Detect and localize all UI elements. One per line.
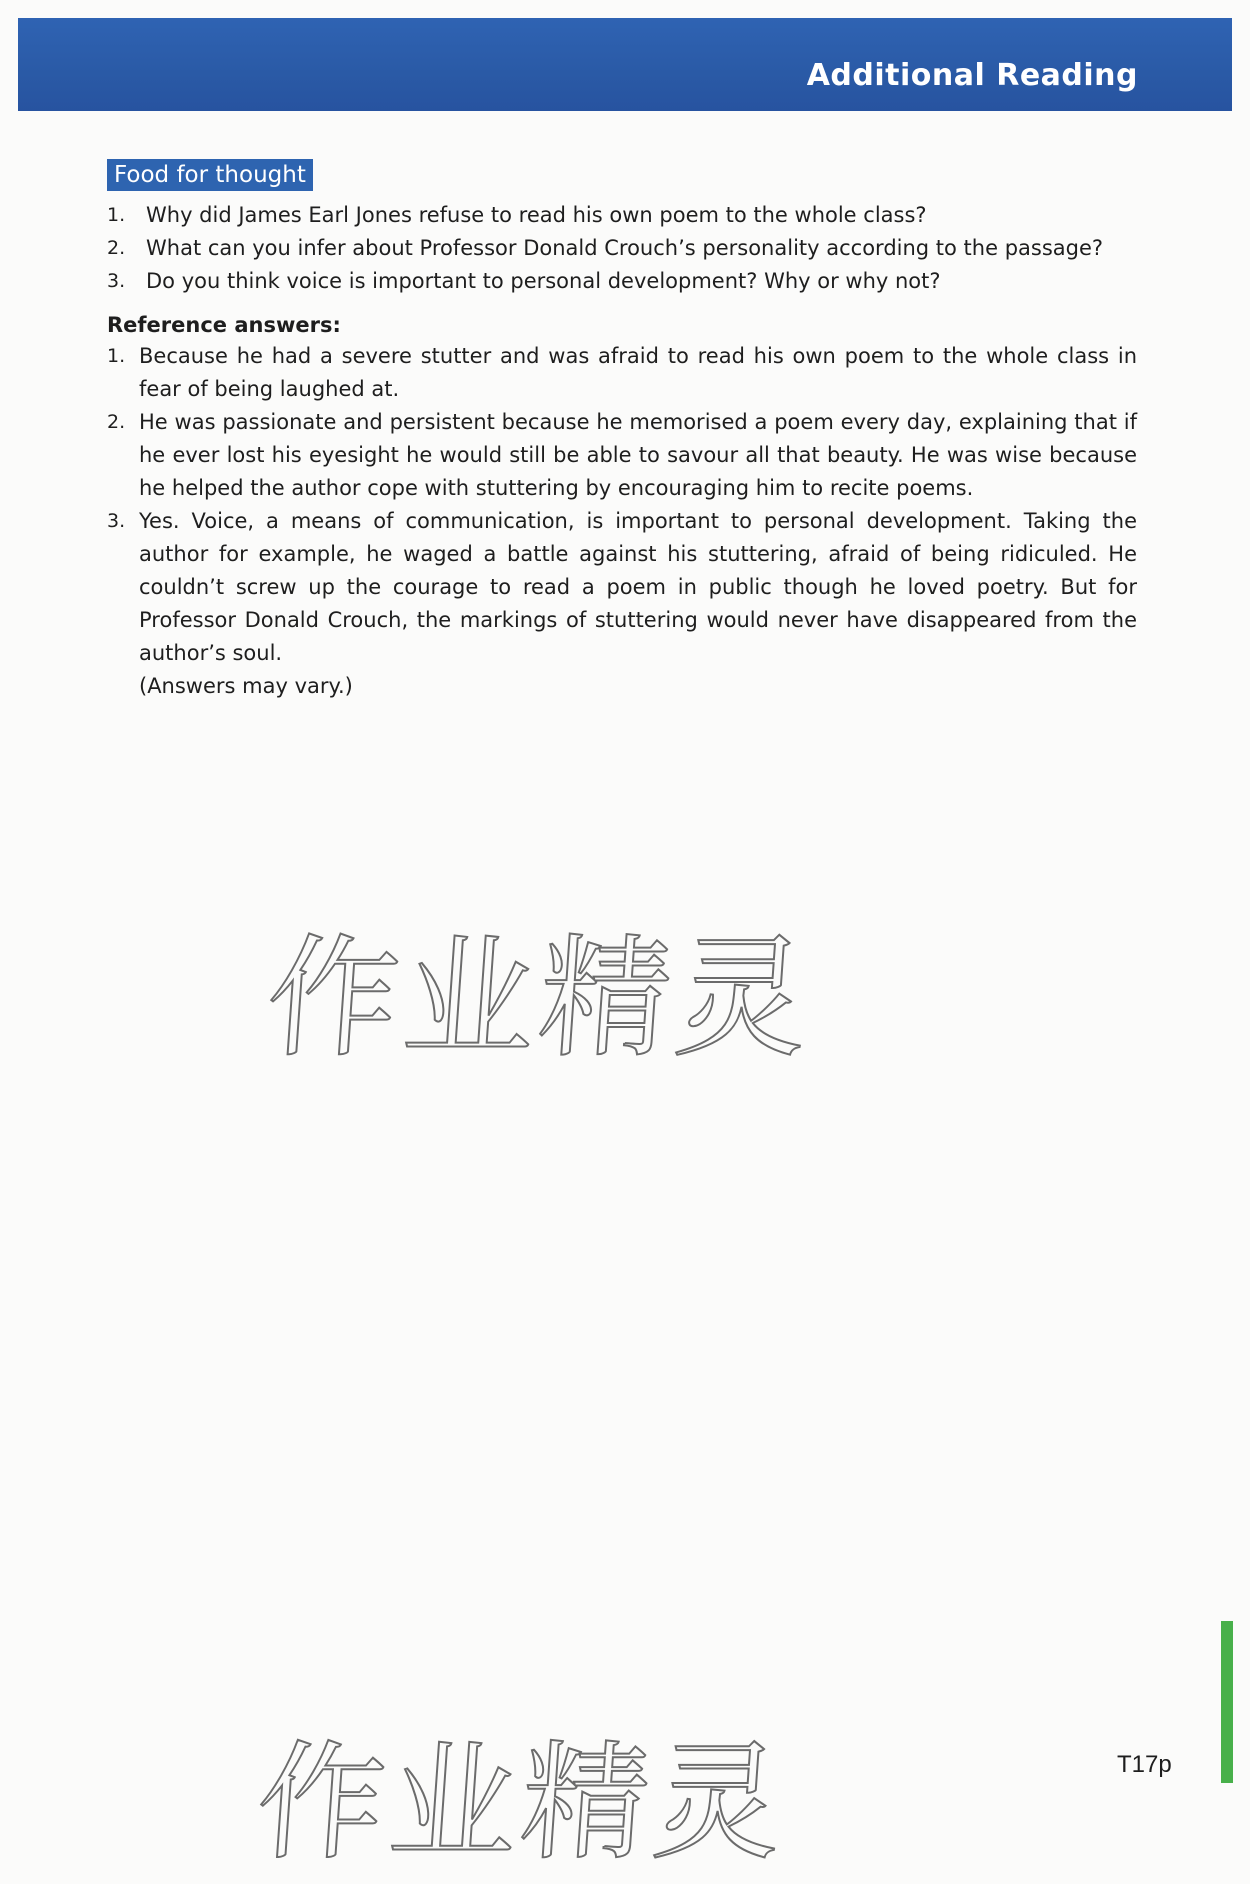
section-tag-food-for-thought: Food for thought (107, 159, 313, 191)
question-text: What can you infer about Professor Donald Crouch’s personality according to the passage? (146, 236, 1104, 260)
watermark-logo: 作业精灵 (251, 1729, 791, 1878)
reference-answers-heading: Reference answers: (107, 313, 341, 337)
question-item (107, 265, 1147, 298)
page-number: T17p (1117, 1751, 1172, 1778)
question-number: 2. (107, 237, 126, 259)
answer-text: He was passionate and persistent because he memorised a poem every day, explaining that if he ever lost his eyesight he would still be able to savour all that beauty. He was wise because he helped the author cope with stuttering by encouraging him to recite poems. (139, 410, 1137, 500)
question-list (107, 199, 1147, 298)
page-accent-bar (1221, 1621, 1233, 1783)
question-item (107, 199, 1147, 232)
watermark-logo: 作业精灵 (261, 922, 817, 1076)
answer-number: 3. (107, 510, 126, 532)
answer-text: Because he had a severe stutter and was afraid to read his own poem to the whole class in fear of being laughed at. (139, 344, 1137, 401)
answer-note: (Answers may vary.) (139, 674, 353, 698)
answer-number: 2. (107, 411, 126, 433)
question-text: Why did James Earl Jones refuse to read his own poem to the whole class? (146, 203, 927, 227)
answer-list (107, 340, 1137, 703)
question-text: Do you think voice is important to personal development? Why or why not? (146, 269, 941, 293)
answer-number: 1. (107, 345, 126, 367)
answer-item (107, 505, 1137, 703)
answer-text: Yes. Voice, a means of communication, is important to personal development. Taking the author for example, he waged a battle against his stuttering, afraid of being ridiculed. He couldn’t screw up the courage to read a poem in public though he loved poetry. But for Professor Donald Crouch, the markings of stuttering would never have disappeared from the author’s soul. (139, 509, 1137, 665)
question-item (107, 232, 1147, 265)
answer-item (107, 340, 1137, 406)
answer-item (107, 406, 1137, 505)
question-number: 1. (107, 204, 126, 226)
question-number: 3. (107, 270, 126, 292)
page-header-title: Additional Reading (806, 58, 1138, 93)
